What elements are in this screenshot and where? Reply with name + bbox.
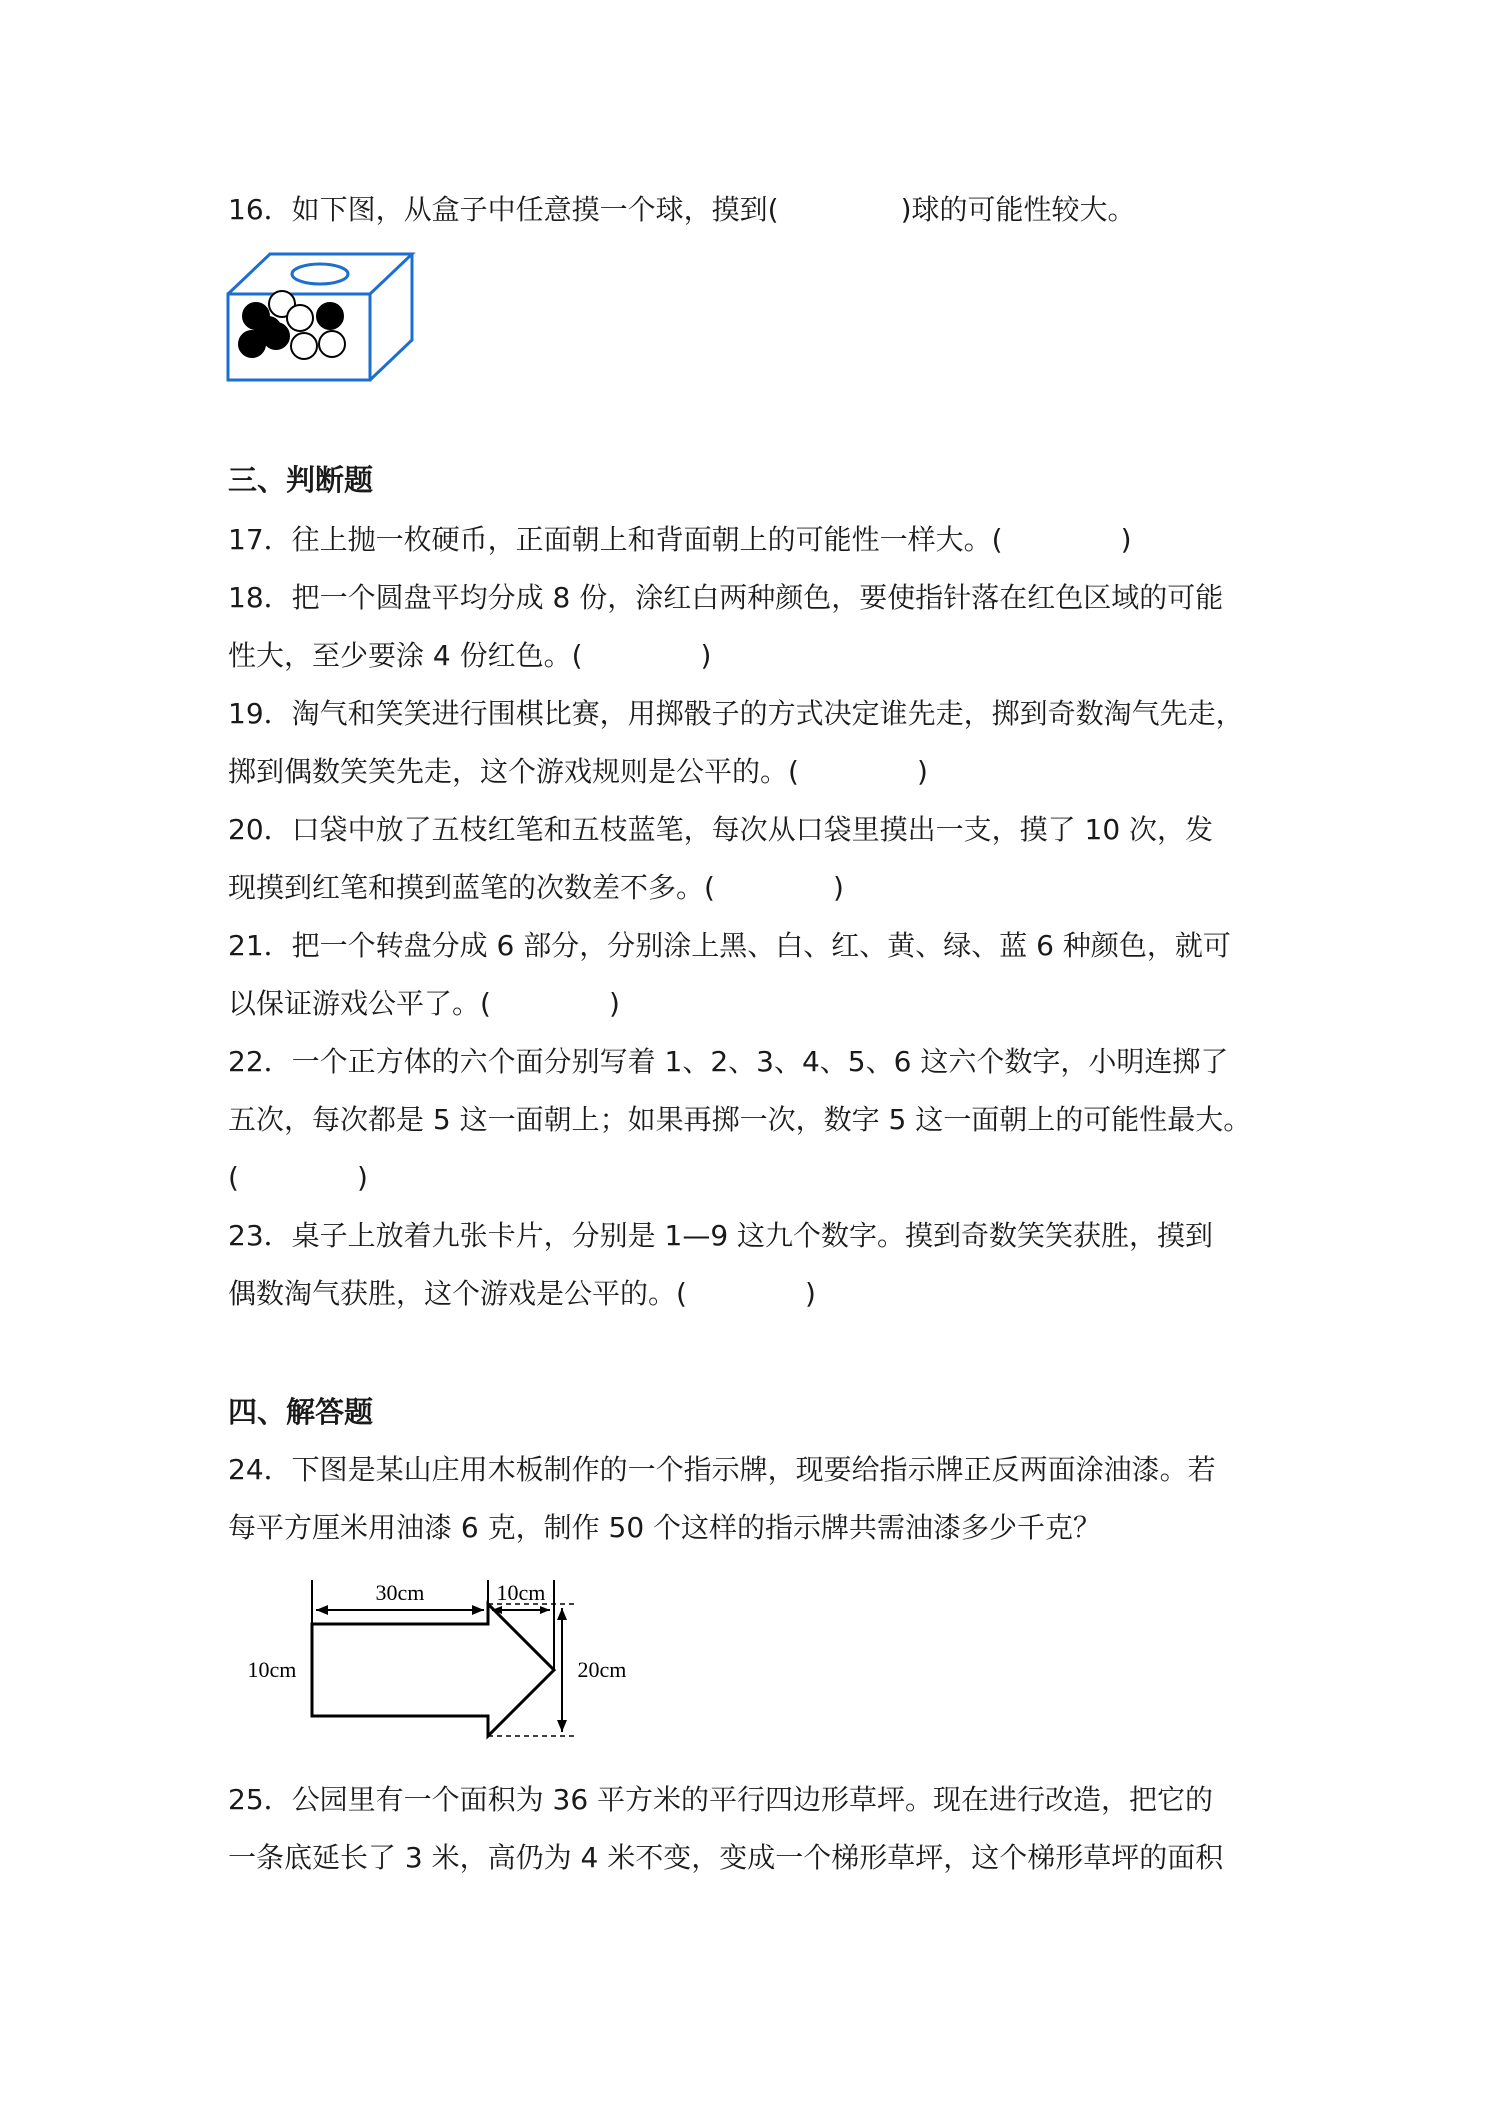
black-ball [239,331,265,357]
question-18-close: ) [700,639,712,672]
question-18-text: 性大，至少要涂 4 份红色。( [228,639,583,672]
question-21-close: ) [608,987,620,1020]
question-21-line-1: 21．把一个转盘分成 6 部分，分别涂上黑、白、红、黄、绿、蓝 6 种颜色，就可 [228,929,1231,962]
section-4-heading: 四、解答题 [228,1395,374,1429]
white-ball [287,305,313,331]
box-opening [292,264,348,284]
box-top-face [228,254,412,294]
question-16 [228,190,1136,230]
question-19-line-1: 19．淘气和笑笑进行围棋比赛，用掷骰子的方式决定谁先走，掷到奇数淘气先走， [228,697,1244,730]
question-21-line-2 [228,984,620,1024]
question-22-line-2: 五次，每次都是 5 这一面朝上；如果再掷一次，数字 5 这一面朝上的可能性最大。 [228,1103,1252,1136]
question-20-line-2 [228,868,844,908]
black-ball [317,303,343,329]
sign-outline [312,1604,554,1736]
question-16-text-before: 16．如下图，从盒子中任意摸一个球，摸到( [228,193,779,226]
question-23-line-1: 23．桌子上放着九张卡片，分别是 1—9 这九个数字。摸到奇数笑笑获胜，摸到 [228,1219,1214,1252]
box-with-balls-figure [222,248,418,384]
label-30cm: 30cm [375,1580,425,1605]
question-19-close: ) [916,755,928,788]
question-24-line-1: 24．下图是某山庄用木板制作的一个指示牌，现要给指示牌正反两面涂油漆。若 [228,1453,1216,1486]
question-22-close: ) [356,1161,368,1194]
question-20-close: ) [832,871,844,904]
question-18-line-1: 18．把一个圆盘平均分成 8 份，涂红白两种颜色，要使指针落在红色区域的可能 [228,581,1224,614]
question-25-line-2: 一条底延长了 3 米，高仍为 4 米不变，变成一个梯形草坪，这个梯形草坪的面积 [228,1841,1224,1874]
question-17 [228,520,1132,560]
question-23-text: 偶数淘气获胜，这个游戏是公平的。( [228,1277,687,1310]
question-16-text-after: )球的可能性较大。 [900,193,1136,226]
label-10cm-top: 10cm [496,1580,546,1605]
label-20cm: 20cm [577,1657,627,1682]
question-17-text: 17．往上抛一枚硬币，正面朝上和背面朝上的可能性一样大。( [228,523,1003,556]
question-22-line-3 [228,1158,368,1198]
question-23-line-2 [228,1274,816,1314]
question-19-line-2 [228,752,928,792]
white-ball [319,331,345,357]
label-10cm-left: 10cm [247,1657,297,1682]
question-19-text: 掷到偶数笑笑先走，这个游戏规则是公平的。( [228,755,799,788]
balls-group [239,291,345,359]
question-22-open: ( [228,1161,239,1194]
black-ball [263,323,289,349]
question-25-line-1: 25．公园里有一个面积为 36 平方米的平行四边形草坪。现在进行改造，把它的 [228,1783,1214,1816]
section-3-heading: 三、判断题 [228,463,374,497]
question-23-close: ) [804,1277,816,1310]
question-18-line-2 [228,636,711,676]
white-ball [291,333,317,359]
question-17-close: ) [1120,523,1132,556]
question-20-line-1: 20．口袋中放了五枝红笔和五枝蓝笔，每次从口袋里摸出一支，摸了 10 次，发 [228,813,1214,846]
question-24-line-2: 每平方厘米用油漆 6 克，制作 50 个这样的指示牌共需油漆多少千克？ [228,1511,1102,1544]
question-20-text: 现摸到红笔和摸到蓝笔的次数差不多。( [228,871,715,904]
question-21-text: 以保证游戏公平了。( [228,987,491,1020]
question-22-line-1: 22．一个正方体的六个面分别写着 1、2、3、4、5、6 这六个数字，小明连掷了 [228,1045,1229,1078]
arrow-sign-figure [236,1570,636,1750]
